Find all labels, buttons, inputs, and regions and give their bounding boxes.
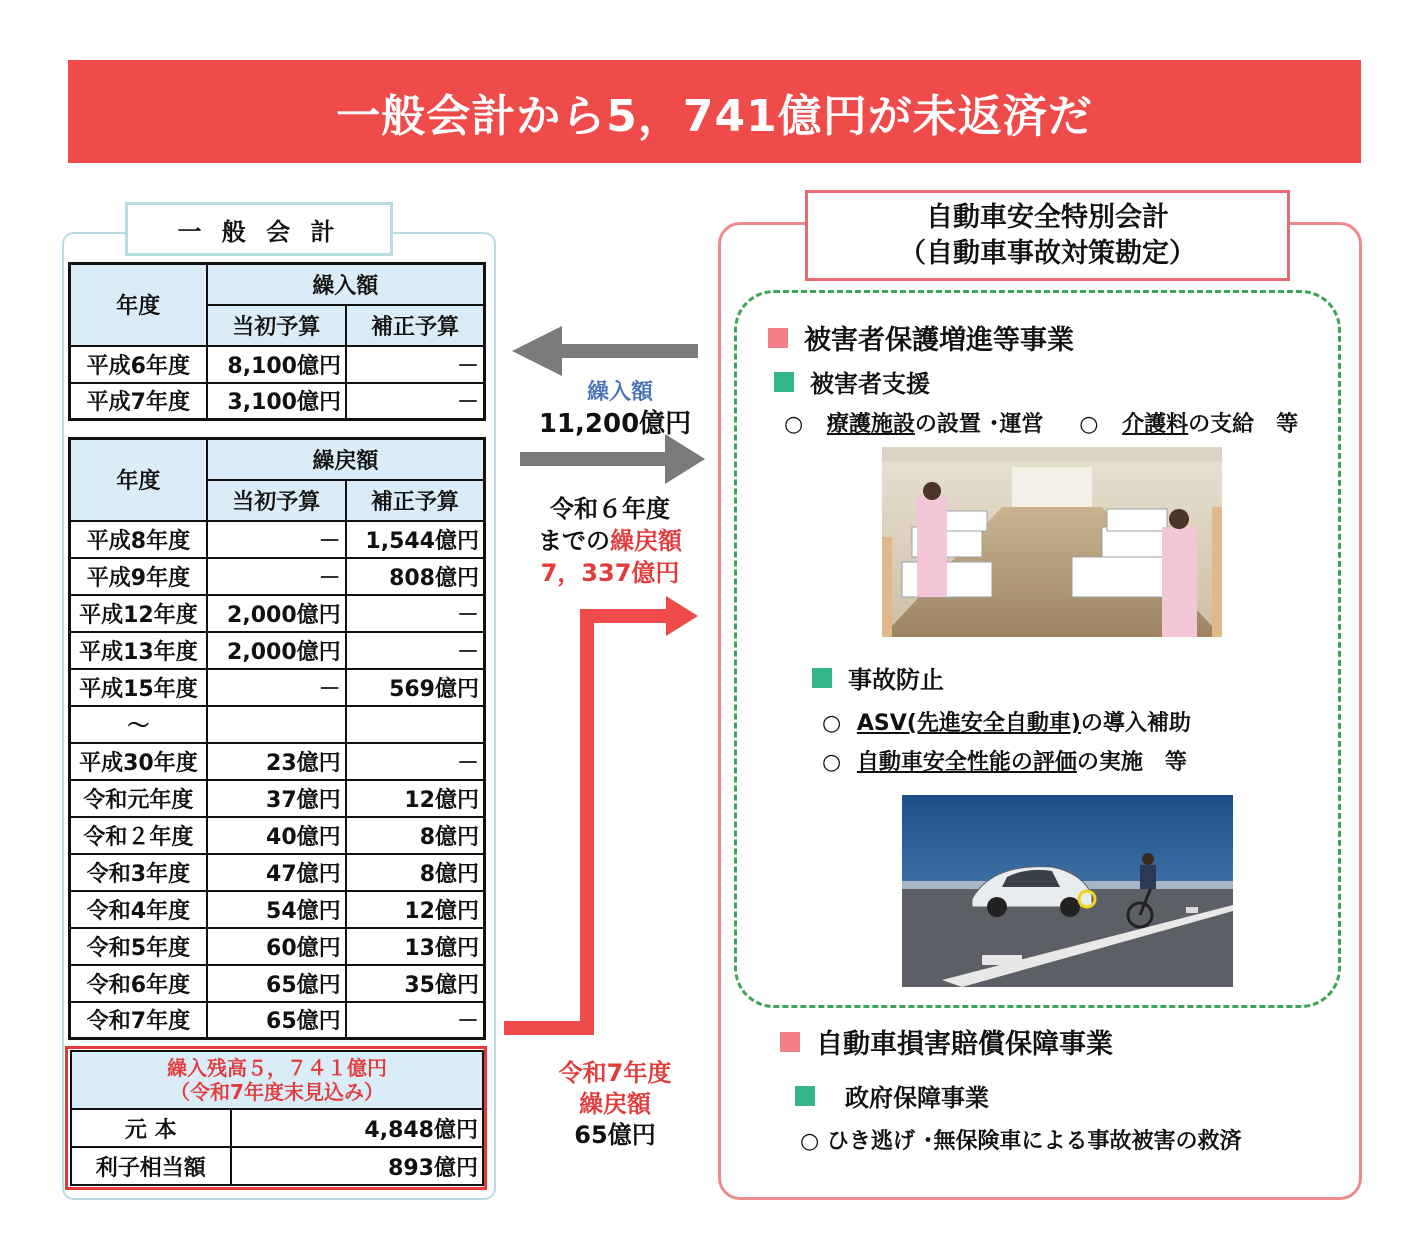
year-cell: 平成30年度 (70, 743, 207, 780)
gov-label: 政府保障事業 (845, 1084, 989, 1112)
assessment-rest: の実施 等 (1076, 750, 1187, 775)
year-cell: 平成15年度 (70, 669, 207, 706)
section2-label: 自動車損害賠償保障事業 (816, 1029, 1113, 1060)
return-table (68, 437, 486, 1040)
initial-budget-header: 当初予算 (207, 305, 346, 346)
table-row (70, 965, 485, 1002)
year-cell: 平成8年度 (70, 521, 207, 558)
special-account-label (805, 190, 1290, 281)
year-cell: 平成12年度 (70, 595, 207, 632)
pink-square-icon (768, 328, 788, 348)
initial-cell: 65億円 (207, 965, 346, 1002)
returned-red: 繰戻額 (610, 527, 682, 555)
gov-guarantee-heading (795, 1078, 989, 1113)
table-row (70, 817, 485, 854)
r7-amount: 65億円 (574, 1121, 656, 1149)
year-cell: 平成9年度 (70, 558, 207, 595)
initial-cell: 37億円 (207, 780, 346, 817)
supplementary-cell: 569億円 (346, 669, 485, 706)
balance-table (70, 1050, 484, 1186)
balance-header (71, 1051, 483, 1109)
principal-label: 元 本 (71, 1109, 231, 1147)
year-header: 年度 (70, 439, 207, 521)
initial-budget-header: 当初予算 (207, 480, 346, 521)
initial-cell: 54億円 (207, 891, 346, 928)
asv-rest: の導入補助 (1080, 711, 1191, 736)
supplementary-cell: 808億円 (346, 558, 485, 595)
r7-return-arrow (504, 596, 698, 1028)
table-row (70, 928, 485, 965)
interest-value: 893億円 (231, 1147, 483, 1185)
returned-amount: 7，337億円 (540, 559, 680, 587)
balance-line2: （令和7年度末見込み） (170, 1080, 384, 1104)
bullet: ○ (1079, 412, 1099, 437)
general-account-label: 一 般 会 計 (125, 202, 393, 256)
prevention-item-asv (822, 706, 1191, 737)
returned-summary (505, 493, 715, 589)
r7-line2: 繰戻額 (579, 1090, 651, 1118)
nursing-fee-text: 介護料 (1122, 412, 1189, 437)
supplementary-cell: － (346, 743, 485, 780)
year-cell: 平成13年度 (70, 632, 207, 669)
transfer-table (68, 262, 486, 421)
table-row (70, 558, 485, 595)
transfer-amount: 11,200億円 (538, 409, 692, 439)
year-cell: ～ (70, 706, 207, 743)
supplementary-cell: 35億円 (346, 965, 485, 1002)
accident-prevention-heading (812, 660, 944, 695)
supplementary-cell: － (346, 383, 485, 420)
table-row (70, 521, 485, 558)
year-header: 年度 (70, 264, 207, 346)
support-items (784, 407, 1298, 438)
initial-cell: － (207, 521, 346, 558)
table-row (70, 743, 485, 780)
table-row (70, 595, 485, 632)
support-label: 被害者支援 (810, 370, 930, 398)
initial-cell (207, 706, 346, 743)
transfer-arrow-left (512, 326, 698, 376)
supplementary-cell: 8億円 (346, 817, 485, 854)
initial-cell: 2,000億円 (207, 595, 346, 632)
section-compensation (780, 1022, 1113, 1061)
supplementary-budget-header: 補正予算 (346, 480, 485, 521)
initial-cell: 60億円 (207, 928, 346, 965)
section-victim-protection (768, 318, 1074, 357)
initial-cell: 2,000億円 (207, 632, 346, 669)
supplementary-cell: － (346, 1002, 485, 1039)
initial-cell: 40億円 (207, 817, 346, 854)
table-row (70, 632, 485, 669)
green-square-icon (795, 1086, 815, 1106)
initial-cell: 65億円 (207, 1002, 346, 1039)
year-cell: 令和7年度 (70, 1002, 207, 1039)
bullet: ○ (784, 412, 804, 437)
year-cell: 令和4年度 (70, 891, 207, 928)
interest-label: 利子相当額 (71, 1147, 231, 1185)
supplementary-cell: 13億円 (346, 928, 485, 965)
table-row (70, 669, 485, 706)
bullet: ○ (822, 750, 842, 775)
table-row (70, 706, 485, 743)
balance-line1: 繰入残高５，７４１億円 (167, 1056, 387, 1080)
table-row (70, 891, 485, 928)
special-account-title: 自動車安全特別会計 (926, 201, 1169, 233)
table-row (70, 383, 485, 420)
nursing-fee-rest: の支給 等 (1188, 412, 1299, 437)
table-row (70, 780, 485, 817)
supplementary-cell: 12億円 (346, 780, 485, 817)
pink-square-icon (780, 1032, 800, 1052)
initial-cell: － (207, 558, 346, 595)
care-facility-text: 療護施設 (826, 412, 915, 437)
supplementary-cell (346, 706, 485, 743)
ward-illustration (882, 447, 1222, 637)
section1-label: 被害者保護増進等事業 (804, 325, 1074, 356)
supplementary-budget-header: 補正予算 (346, 305, 485, 346)
initial-cell: 23億円 (207, 743, 346, 780)
special-account-subtitle: （自動車事故対策勘定） (899, 237, 1196, 269)
green-square-icon (774, 372, 794, 392)
bullet: ○ (822, 711, 842, 736)
safety-test-illustration (902, 795, 1233, 987)
prevention-label: 事故防止 (848, 666, 944, 694)
return-group-header: 繰戻額 (207, 439, 485, 480)
initial-cell: － (207, 669, 346, 706)
victim-support-heading (774, 364, 930, 399)
assessment-text: 自動車安全性能の評価 (856, 750, 1077, 775)
transfer-label: 繰入額 (586, 380, 653, 405)
year-cell: 平成6年度 (70, 346, 207, 383)
supplementary-cell: 12億円 (346, 891, 485, 928)
supplementary-cell: － (346, 346, 485, 383)
year-cell: 令和5年度 (70, 928, 207, 965)
page-title: 一般会計から5，741億円が未返済だ (336, 90, 1093, 142)
year-cell: 令和２年度 (70, 817, 207, 854)
asv-text: ASV(先進安全自動車) (856, 711, 1081, 736)
green-square-icon (812, 668, 832, 688)
returned-prefix: までの (538, 527, 610, 555)
r7-return-summary (510, 1058, 720, 1151)
transfer-group-header: 繰入額 (207, 264, 485, 305)
safety-test-photo (902, 795, 1233, 987)
returned-line1: 令和６年度 (550, 495, 670, 523)
gov-item: ○ ひき逃げ ･無保険車による事故被害の救済 (800, 1129, 1242, 1154)
year-cell: 令和3年度 (70, 854, 207, 891)
initial-cell: 8,100億円 (207, 346, 346, 383)
returned-line2 (505, 525, 715, 557)
prevention-item-assessment (822, 745, 1187, 776)
initial-cell: 47億円 (207, 854, 346, 891)
supplementary-cell: 8億円 (346, 854, 485, 891)
care-facility-photo (882, 447, 1222, 637)
table-row (70, 854, 485, 891)
return-arrow-right (520, 434, 705, 484)
table-row (70, 346, 485, 383)
r7-line1: 令和7年度 (558, 1059, 672, 1087)
principal-value: 4,848億円 (231, 1109, 483, 1147)
supplementary-cell: 1,544億円 (346, 521, 485, 558)
flow-arrows (500, 320, 720, 1170)
year-cell: 平成7年度 (70, 383, 207, 420)
supplementary-cell: － (346, 632, 485, 669)
year-cell: 令和元年度 (70, 780, 207, 817)
title-banner (68, 60, 1361, 163)
initial-cell: 3,100億円 (207, 383, 346, 420)
supplementary-cell: － (346, 595, 485, 632)
care-facility-rest: の設置 ･運営 (914, 412, 1044, 437)
year-cell: 令和6年度 (70, 965, 207, 1002)
table-row (70, 1002, 485, 1039)
